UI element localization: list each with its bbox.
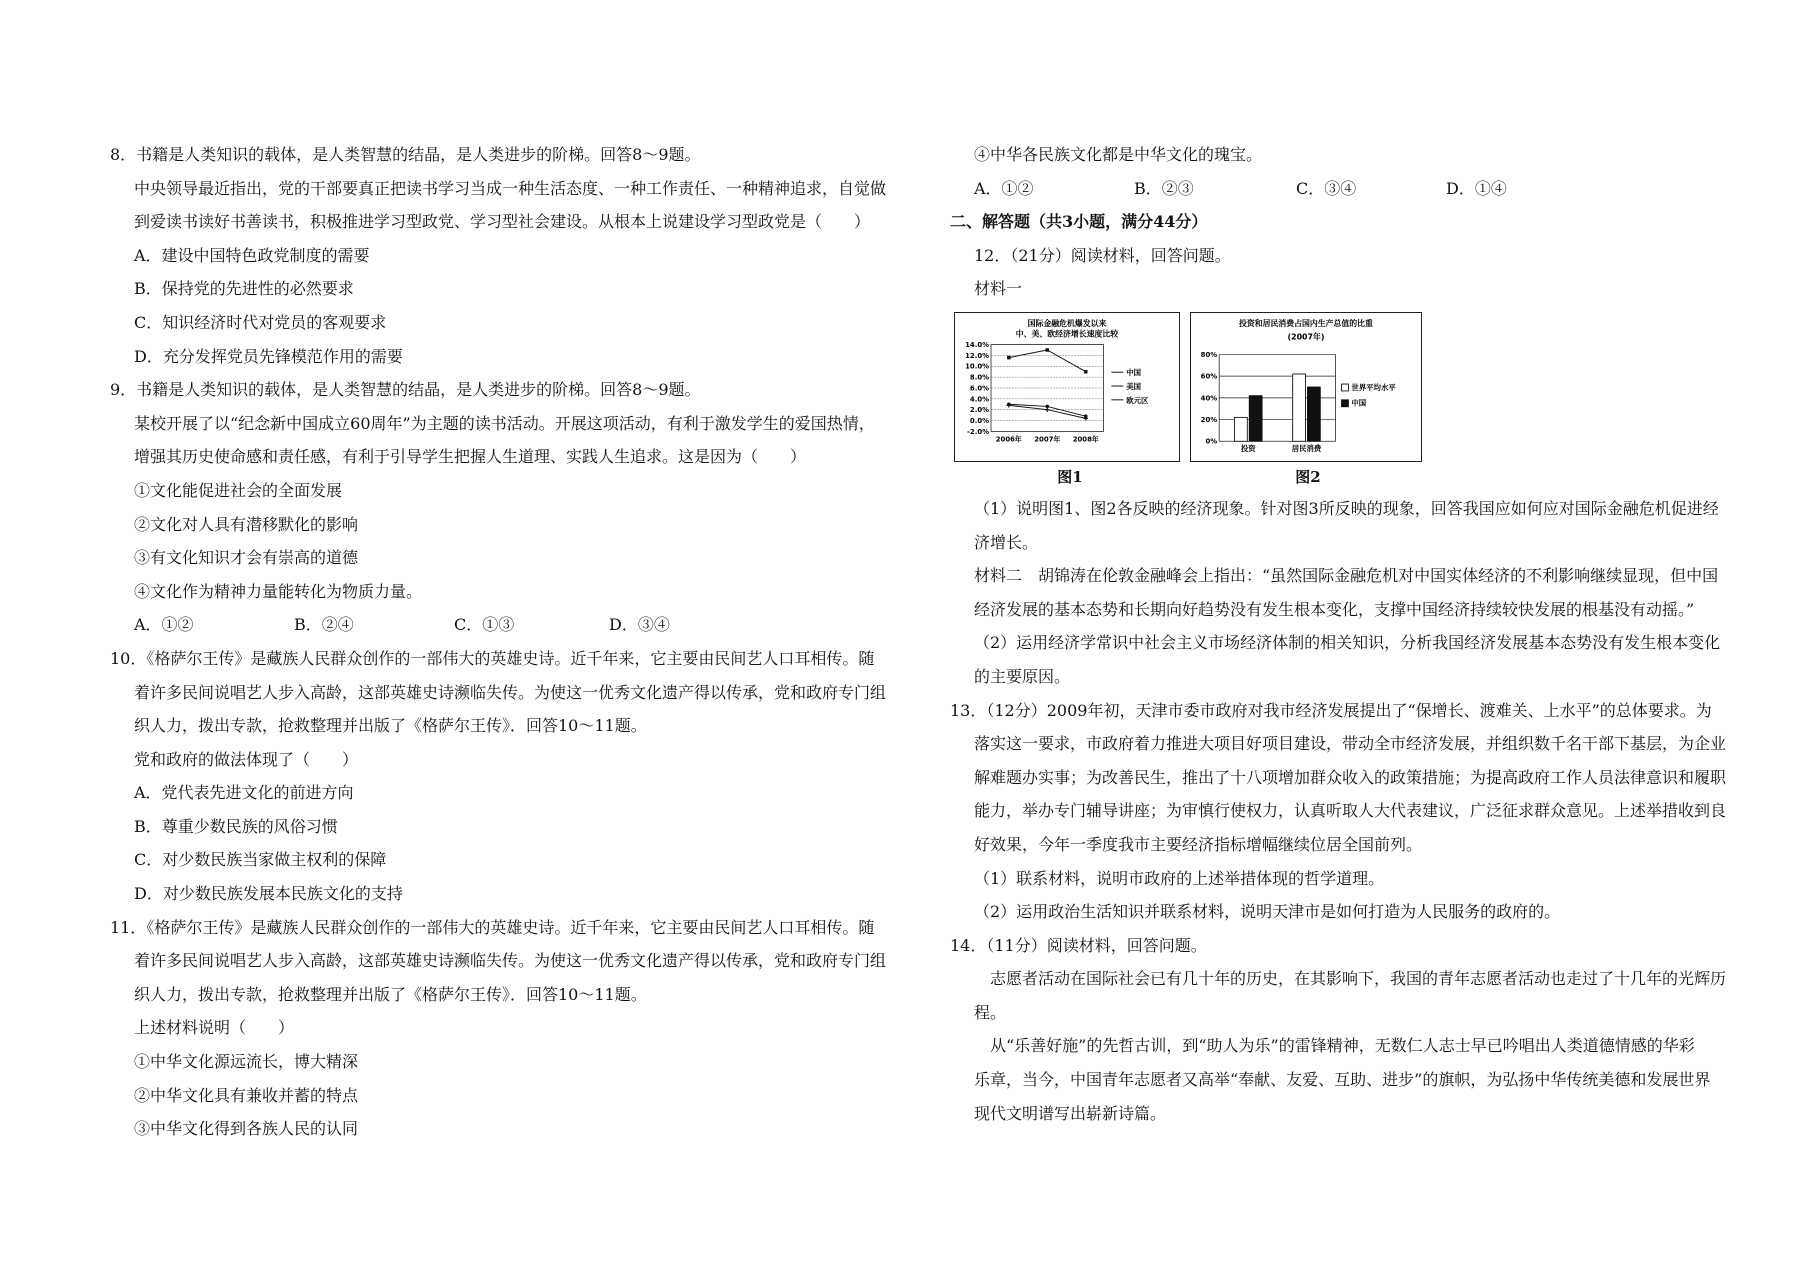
q11-choice-a: A．①② bbox=[974, 178, 1034, 198]
fig2-legend bbox=[1342, 383, 1397, 408]
q10-option-b: B．尊重少数民族的风俗习惯 bbox=[134, 816, 338, 836]
q13-sub2: （2）运用政治生活知识并联系材料，说明天津市是如何打造为人民服务的政府的。 bbox=[974, 902, 1561, 922]
q12-sub1-line: （1）说明图1、图2各反映的经济现象。针对图3所反映的现象，回答我国应如何应对国际金融危机促进经 bbox=[974, 498, 1719, 518]
fig1-y-tick: 2.0% bbox=[969, 406, 990, 415]
q9-choice-c: C．①③ bbox=[454, 615, 515, 635]
fig1-y-tick: 14.0% bbox=[965, 341, 990, 350]
q8-body-line: 中央领导最近指出，党的干部要真正把读书学习当成一种生活态度、一种工作责任、一种精神追求，自觉做 bbox=[134, 178, 887, 198]
q9-item-1: ①文化能促进社会的全面发展 bbox=[134, 480, 343, 500]
figure-2-bar-chart bbox=[1190, 312, 1422, 462]
fig1-y-tick: 4.0% bbox=[969, 395, 990, 404]
fig2-y-tick: 20% bbox=[1200, 415, 1218, 424]
fig1-point bbox=[1045, 405, 1049, 409]
fig2-legend-label: 中国 bbox=[1351, 398, 1367, 408]
fig1-legend bbox=[1111, 368, 1149, 405]
q14-para2-line: 从“乐善好施”的先哲古训，到“助人为乐”的雷锋精神，无数仁人志士早已吟唱出人类道德情感的华彩 bbox=[990, 1036, 1695, 1056]
q9-stem: 9．书籍是人类知识的载体，是人类智慧的结晶，是人类进步的阶梯。回答8～9题。 bbox=[110, 380, 701, 400]
fig1-caption: 图1 bbox=[1057, 467, 1083, 486]
fig2-bar bbox=[1293, 374, 1306, 441]
fig1-subtitle: 中、美、欧经济增长速度比较 bbox=[1015, 329, 1119, 339]
fig1-legend-label: 欧元区 bbox=[1126, 395, 1149, 405]
q9-item-3: ③有文化知识才会有崇高的道德 bbox=[134, 548, 359, 568]
q11-choice-c: C．③④ bbox=[1296, 178, 1357, 198]
fig1-y-tick: 0.0% bbox=[969, 416, 990, 425]
q14-stem: 14．（11分）阅读材料，回答问题。 bbox=[950, 935, 1207, 955]
q9-item-2: ②文化对人具有潜移默化的影响 bbox=[134, 514, 359, 534]
q13-body-line: 落实这一要求，市政府着力推进大项目好项目建设，带动全市经济发展，并组织数千名干部下基层，为企业 bbox=[974, 734, 1727, 754]
q10-option-c: C．对少数民族当家做主权利的保障 bbox=[134, 850, 387, 870]
figure-1-line-chart bbox=[954, 312, 1180, 462]
q9-body-line: 某校开展了以“纪念新中国成立60周年”为主题的读书活动。开展这项活动，有利于激发学生的爱国热情， bbox=[134, 413, 875, 433]
q11-item-3: ③中华文化得到各族人民的认同 bbox=[134, 1119, 359, 1139]
fig1-point bbox=[1084, 370, 1088, 374]
q9-body-line: 增强其历史使命感和责任感，有利于引导学生把握人生道理、实践人生追求。这是因为（ ） bbox=[134, 447, 807, 467]
q10-body-line: 织人力，拨出专款，抢救整理并出版了《格萨尔王传》．回答10～11题。 bbox=[134, 716, 647, 736]
q9-choice-b: B．②④ bbox=[294, 615, 354, 635]
q11-item-4: ④中华各民族文化都是中华文化的瑰宝。 bbox=[974, 145, 1263, 164]
q12-material2-line: 经济发展的基本态势和长期向好趋势没有发生根本变化，支撑中国经济持续较快发展的根基没有动摇。” bbox=[974, 599, 1695, 619]
fig2-bar bbox=[1307, 387, 1320, 441]
fig2-subtitle: (2007年) bbox=[1287, 332, 1325, 342]
fig1-x-tick: 2006年 bbox=[995, 435, 1022, 444]
figure-captions bbox=[950, 462, 1720, 492]
fig1-legend-label: 中国 bbox=[1126, 368, 1141, 378]
fig2-y-tick: 0% bbox=[1205, 437, 1218, 446]
q12-stem: 12．（21分）阅读材料，回答问题。 bbox=[974, 245, 1231, 265]
q11-body-line: 织人力，拨出专款，抢救整理并出版了《格萨尔王传》．回答10～11题。 bbox=[134, 984, 647, 1004]
q12-sub2-line: 的主要原因。 bbox=[974, 666, 1071, 686]
q10-option-a: A．党代表先进文化的前进方向 bbox=[134, 783, 354, 803]
fig2-title: 投资和居民消费占国内生产总值的比重 bbox=[1239, 318, 1373, 328]
fig1-point bbox=[1045, 348, 1049, 352]
q13-body-line: 能力，举办专门辅导讲座；为审慎行使权力，认真听取人大代表建议，广泛征求群众意见。上述举措收到良 bbox=[974, 801, 1727, 821]
q13-body-line: 好效果，今年一季度我市主要经济指标增幅继续位居全国前列。 bbox=[974, 834, 1423, 854]
q14-para2-line: 乐章，当今，中国青年志愿者又高举“奉献、友爱、互助、进步”的旗帜，为弘扬中华传统美德和发展世界 bbox=[974, 1070, 1711, 1090]
q11-question: 上述材料说明（ ） bbox=[134, 1018, 295, 1038]
fig1-x-tick: 2008年 bbox=[1072, 435, 1099, 444]
q8-option-b: B．保持党的先进性的必然要求 bbox=[134, 279, 354, 299]
fig2-plot-area bbox=[1201, 351, 1336, 453]
fig1-y-tick: 10.0% bbox=[965, 362, 990, 371]
fig2-y-tick: 40% bbox=[1200, 394, 1218, 403]
q12-material1-label: 材料一 bbox=[974, 279, 1023, 299]
fig1-series-line bbox=[1009, 350, 1086, 372]
q13-stem: 13．（12分）2009年初，天津市委市政府对我市经济发展提出了“保增长、渡难关、上水平”的总体要求。为 bbox=[950, 700, 1712, 720]
q14-para2-line: 现代文明谱写出崭新诗篇。 bbox=[974, 1103, 1167, 1123]
q13-sub1: （1）联系材料，说明市政府的上述举措体现的哲学道理。 bbox=[974, 868, 1385, 888]
fig1-title: 国际金融危机爆发以来 bbox=[1027, 318, 1107, 328]
q8-body-line: 到爱读书读好书善读书，积极推进学习型政党、学习型社会建设。从根本上说建设学习型政党是（ ） bbox=[134, 212, 871, 232]
right-column bbox=[950, 138, 1727, 1130]
q13-body-line: 解难题办实事；为改善民生，推出了十八项增加群众收入的政策措施；为提高政府工作人员法律意识和履职 bbox=[974, 767, 1727, 787]
q10-stem: 10．《格萨尔王传》是藏族人民群众创作的一部伟大的英雄史诗。近千年来，它主要由民间艺人口耳相传。随 bbox=[110, 648, 875, 668]
fig2-legend-swatch bbox=[1342, 384, 1349, 391]
q11-body-line: 着许多民间说唱艺人步入高龄，这部英雄史诗濒临失传。为使这一优秀文化遗产得以传承，党和政府专门组 bbox=[134, 951, 887, 971]
q9-choices bbox=[110, 608, 910, 642]
q8-option-d: D．充分发挥党员先锋模范作用的需要 bbox=[134, 346, 403, 366]
q12-sub2-line: （2）运用经济学常识中社会主义市场经济体制的相关知识，分析我国经济发展基本态势没有发生根本变化 bbox=[974, 633, 1721, 653]
fig1-point bbox=[1007, 402, 1011, 406]
q11-item-2: ②中华文化具有兼收并蓄的特点 bbox=[134, 1085, 359, 1105]
q10-body-line: 着许多民间说唱艺人步入高龄，这部英雄史诗濒临失传。为使这一优秀文化遗产得以传承，党和政府专门组 bbox=[134, 682, 887, 702]
q11-choice-b: B．②③ bbox=[1134, 178, 1194, 198]
q9-choice-d: D．③④ bbox=[609, 615, 670, 635]
fig1-y-tick: -2.0% bbox=[967, 427, 990, 436]
fig2-bar bbox=[1249, 396, 1262, 442]
q14-para1-line: 程。 bbox=[974, 1002, 1007, 1022]
fig2-x-tick: 投资 bbox=[1240, 444, 1256, 454]
q12-material2-line: 材料二 胡锦涛在伦敦金融峰会上指出：“虽然国际金融危机对中国实体经济的不利影响继续显现，但中国 bbox=[974, 566, 1719, 586]
fig1-x-tick: 2007年 bbox=[1034, 435, 1061, 444]
fig2-x-tick: 居民消费 bbox=[1291, 444, 1322, 454]
fig1-point bbox=[1084, 414, 1088, 418]
fig2-legend-label: 世界平均水平 bbox=[1351, 382, 1396, 392]
q11-item-1: ①中华文化源远流长，博大精深 bbox=[134, 1052, 359, 1072]
q9-item-4: ④文化作为精神力量能转化为物质力量。 bbox=[134, 581, 423, 601]
q14-para1-line: 志愿者活动在国际社会已有几十年的历史，在其影响下，我国的青年志愿者活动也走过了十几年的光辉历 bbox=[990, 969, 1727, 989]
q11-choices bbox=[950, 172, 1720, 206]
fig2-y-tick: 80% bbox=[1200, 350, 1218, 359]
fig1-y-tick: 12.0% bbox=[965, 351, 990, 360]
q12-sub1-line: 济增长。 bbox=[974, 532, 1039, 552]
q11-choice-d: D．①④ bbox=[1446, 178, 1507, 198]
fig1-legend-label: 美国 bbox=[1126, 381, 1141, 391]
q9-choice-a: A．①② bbox=[134, 615, 194, 635]
q8-option-c: C．知识经济时代对党员的客观要求 bbox=[134, 312, 387, 332]
fig1-plot-area bbox=[965, 341, 1103, 443]
fig1-y-tick: 8.0% bbox=[969, 373, 990, 382]
fig1-y-tick: 6.0% bbox=[969, 384, 990, 393]
fig1-point bbox=[1007, 356, 1011, 360]
q12-figures bbox=[954, 312, 1720, 462]
q10-option-d: D．对少数民族发展本民族文化的支持 bbox=[134, 884, 403, 904]
q11-stem: 11．《格萨尔王传》是藏族人民群众创作的一部伟大的英雄史诗。近千年来，它主要由民间艺人口耳相传。随 bbox=[110, 917, 875, 937]
q8-option-a: A．建设中国特色政党制度的需要 bbox=[134, 245, 370, 265]
q10-question: 党和政府的做法体现了（ ） bbox=[134, 749, 359, 769]
section-title: 二、解答题（共3小题，满分44分） bbox=[950, 212, 1208, 232]
fig2-legend-swatch bbox=[1342, 400, 1349, 407]
q8-stem: 8．书籍是人类知识的载体，是人类智慧的结晶，是人类进步的阶梯。回答8～9题。 bbox=[110, 145, 701, 164]
fig2-y-tick: 60% bbox=[1200, 372, 1218, 381]
fig2-bar bbox=[1234, 417, 1247, 441]
fig2-caption: 图2 bbox=[1295, 467, 1321, 486]
left-column bbox=[110, 138, 910, 1146]
